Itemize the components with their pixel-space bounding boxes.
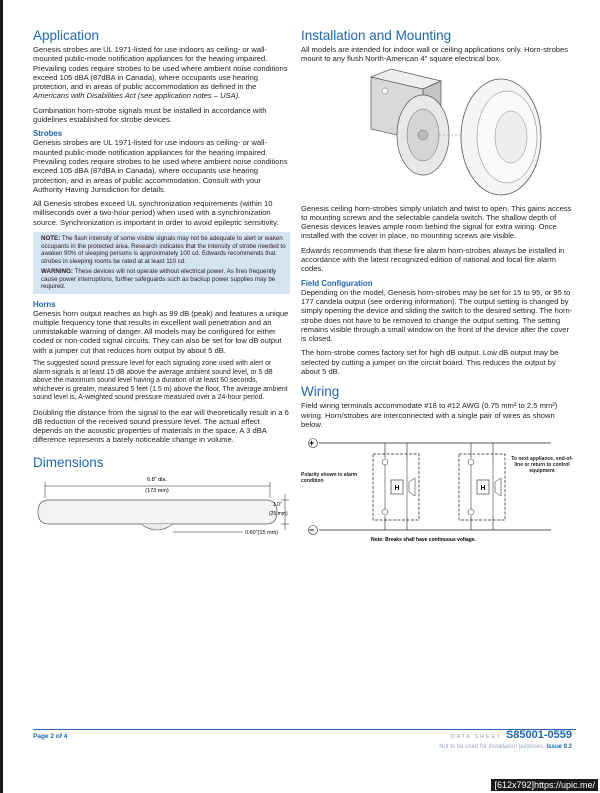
horn-label-1: H bbox=[394, 485, 400, 493]
height-mm-label: (25 mm) bbox=[269, 510, 288, 517]
mounting-illustration bbox=[301, 69, 576, 199]
mounting-plate bbox=[397, 95, 449, 175]
page-number: Page 2 of 4 bbox=[33, 733, 68, 740]
application-paragraph-1: Genesis strobes are UL 1971-listed for use indoors as ceiling- or wall-mounted public-mode notification appliances for the hearing impaired. Prevailing codes require strobes to be used where ambient noise conditions exceed 105 dBA (87dBA in Canada), where occupants use hearing protection, and in areas of public accommodation as defined in the Americans with Disabilities Act (see application notes – USA). bbox=[33, 45, 288, 101]
next-device-note: To next appliance, end-of-line or return to control equipment bbox=[511, 456, 573, 475]
device-lens bbox=[141, 524, 173, 530]
wiring-diagram bbox=[301, 434, 576, 544]
datasheet-label: DATA SHEET bbox=[450, 734, 502, 740]
wiring-footnote: Note: Breaks shall have continuous voltage. bbox=[371, 537, 477, 544]
strobes-paragraph-1: Genesis strobes are UL 1971-listed for use indoors as ceiling- or wall-mounted public-mode notification appliances for the hearing impaired. Prevailing codes require strobes to be used where ambient noise conditions exceed 105 dBA (87dBA in Canada), where occupants use hearing protection, and in areas of public accommodation. Consult with your Authority Having Jurisdiction for details. bbox=[33, 138, 288, 194]
datasheet-number: S85001-0559 bbox=[505, 729, 572, 741]
strobes-paragraph-2: All Genesis strobes exceed UL synchronization requirements (within 10 milliseconds over a two-hour period) when used with a synchronization source. Synchronization is important in order to avoid epileptic sensitivity. bbox=[33, 199, 279, 227]
wiring-paragraph: Field wiring terminals accommodate #18 to #12 AWG (0.75 mm² to 2.5 mm²) wiring. Horn/strobes are interconnected with a single pair of wires as shown below. bbox=[301, 401, 558, 429]
installation-paragraph-3: Edwards recommends that these fire alarm horn-strobes always be installed in accordance with the latest recognized edition of national and local fire alarm codes. bbox=[301, 245, 565, 274]
dimensions-drawing bbox=[33, 472, 290, 552]
application-heading: Application bbox=[33, 28, 100, 43]
horns-paragraph-3: Doubling the distance from the signal to the ear will theoretically result in a 6 dB reduction of the received sound pressure level. The actual effect depends on the acoustic properties of materials in the space. A 3 dBA difference represents a barely noticeable change in volume. bbox=[33, 407, 289, 445]
minus-label: − bbox=[309, 525, 315, 536]
device-cover bbox=[461, 79, 541, 195]
installation-heading: Installation and Mounting bbox=[301, 28, 452, 43]
width-in-label: 6.8" dia. bbox=[147, 476, 167, 483]
right-column bbox=[301, 28, 576, 549]
warning-text: WARNING: These devices will not operate without electrical power. As fires frequently cause power interruptions, further safeguards such as backup power supplies may be required. bbox=[41, 268, 277, 291]
horn-strobe-device-2 bbox=[459, 443, 505, 530]
polarity-note: Polarity shown in alarm condition bbox=[301, 472, 358, 485]
field-config-heading: Field Configuration bbox=[301, 278, 373, 288]
datasheet-note: Not to be used for installation purposes. Issue 9.2 bbox=[439, 744, 572, 750]
watermark: [612x792]https://upic.me/ bbox=[491, 779, 598, 791]
dimensions-heading: Dimensions bbox=[33, 454, 104, 470]
horns-paragraph-2: The suggested sound pressure level for each signaling zone used with alert or alarm signals is at least 15 dB above the average ambient sound level, or 5 dB above the maximum sound level having a duration of at least 60 seconds, whichever is greater, measured 5 feet (1.5 m) above the floor. The average ambient sound level is, A-weighted sound pressure measured over a 24-hour period. bbox=[33, 360, 288, 402]
plus-label: + bbox=[309, 438, 315, 449]
application-paragraph-2: Combination horn-strobe signals must be installed in accordance with guidelines established for strobe devices. bbox=[33, 105, 267, 125]
horns-paragraph-1: Genesis horn output reaches as high as 99 dB (peak) and features a unique multiple frequency tone that results in excellent wall penetration and an unmistakable warning of danger. All models may be configured for either coded or non-coded signal circuits. They can also be set for low dB output with a jumper cut that reduces horn output by about 5 dB. bbox=[33, 308, 289, 355]
horns-heading: Horns bbox=[33, 299, 56, 309]
note-box bbox=[33, 232, 290, 294]
installation-paragraph-1: All models are intended for indoor wall or ceiling applications only. Horn-strobes mount to any flush North-American 4" square electrical box. bbox=[301, 45, 569, 64]
horn-label-2: H bbox=[480, 485, 486, 493]
strobes-heading: Strobes bbox=[33, 129, 63, 139]
field-config-paragraph-2: The horn-strobe comes factory set for high dB output. Low dB output may be selected by cutting a jumper on the circuit board. This reduces the output by about 5 dB. bbox=[301, 348, 559, 377]
horn-strobe-device-1 bbox=[373, 443, 419, 530]
field-config-paragraph-1: Depending on the model, Genesis horn-strobes may be set for 15 to 95, or 95 to 177 candela output (see ordering information). The output setting is changed by simply opening the device and sliding the switch to the desired setting. The horn-strobe does not have to be removed to change the output setting. The setting remains visible through a small window on the front of the device after the cover is closed. bbox=[301, 287, 573, 344]
left-column bbox=[33, 28, 290, 557]
installation-paragraph-2: Genesis ceiling horn-strobes simply unlatch and twist to open. This gains access to mounting screws and the selectable candela switch. The shallow depth of Genesis devices leaves ample room behind the signal for extra wiring. Once installed with the cover in place, no mounting screws are visible. bbox=[301, 203, 572, 241]
device-profile bbox=[38, 500, 277, 524]
depth-label: 0.60"(15 mm) bbox=[245, 529, 279, 536]
width-mm-label: (173 mm) bbox=[145, 487, 169, 494]
note-text: NOTE: The flash intensity of some visible signals may not be adequate to alert or waken occupants in the protected area. Research indicates that the intensity of strobe needed to awaken 90% of sleeping persons is approximately 100 cd. Edwards recommends that strobes in sleeping rooms be rated at at least 110 cd. bbox=[41, 235, 286, 265]
datasheet-id-block bbox=[439, 725, 572, 750]
wiring-heading: Wiring bbox=[301, 384, 340, 400]
height-in-label: 1.0" bbox=[273, 501, 282, 508]
